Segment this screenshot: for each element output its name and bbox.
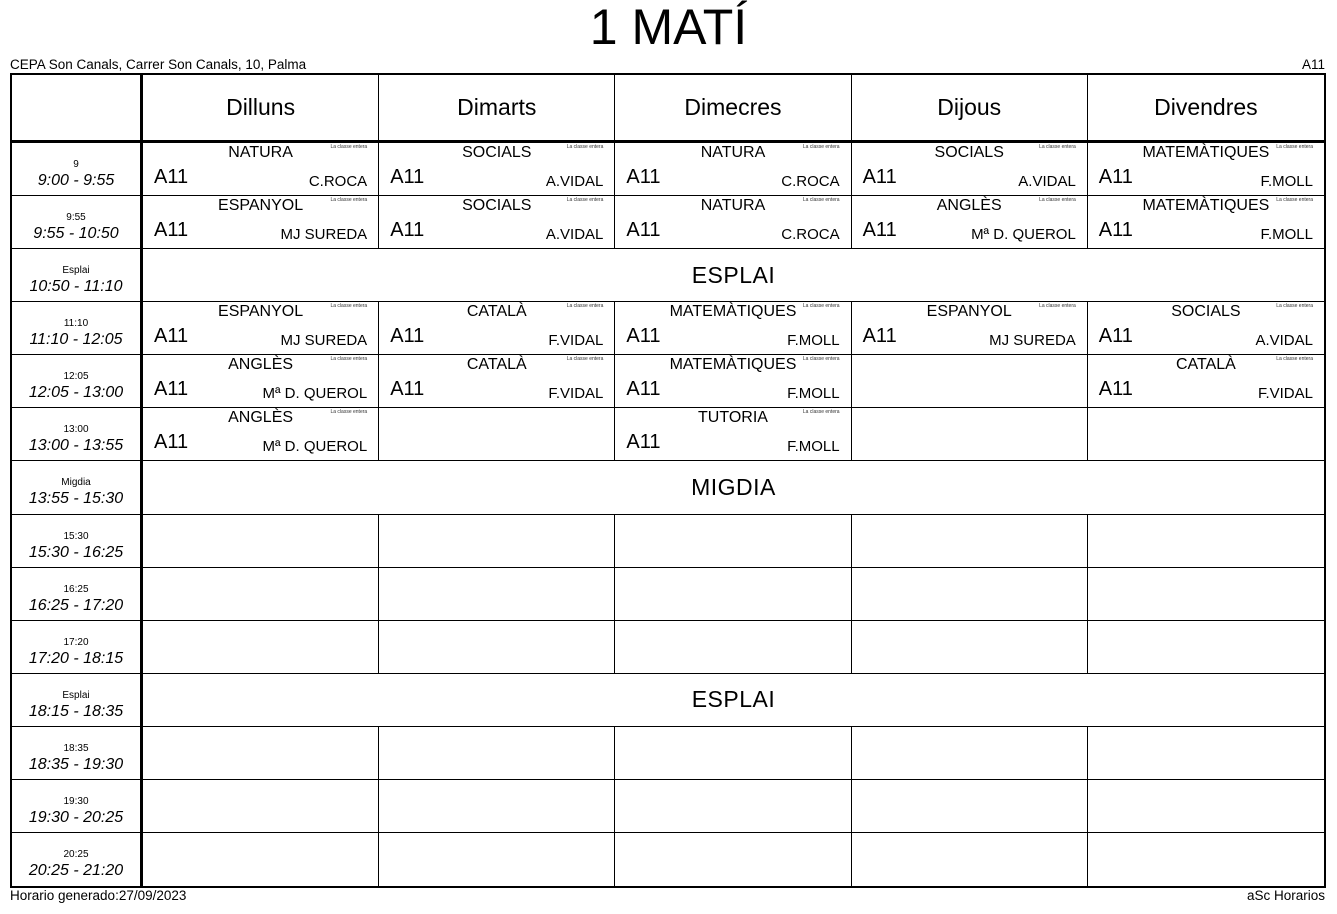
day-header: Divendres	[1088, 75, 1324, 143]
period-range: 15:30 - 16:25	[28, 543, 124, 561]
empty-cell	[615, 568, 851, 621]
lesson-subject: SOCIALS	[934, 144, 1004, 161]
period-label: 12:05	[63, 371, 89, 383]
period-time-cell	[12, 143, 143, 196]
period-range: 17:20 - 18:15	[28, 649, 124, 667]
empty-cell	[852, 727, 1088, 780]
lesson-cell	[852, 302, 1088, 355]
lesson-subject: SOCIALS	[462, 197, 532, 215]
period-range: 13:55 - 15:30	[28, 490, 124, 508]
lesson-room: A11	[154, 219, 189, 242]
lesson-teacher: Mª D. QUEROL	[262, 385, 368, 403]
lesson-note: La classe entera	[566, 356, 604, 363]
lesson-note: La classe entera	[1039, 144, 1076, 150]
lesson-subject: ESPANYOL	[218, 197, 304, 215]
lesson-note: La classe entera	[330, 144, 368, 150]
empty-cell	[143, 833, 379, 886]
lesson-teacher: C.ROCA	[308, 173, 368, 190]
empty-cell	[1088, 568, 1324, 621]
period-label: 11:10	[63, 318, 89, 330]
lesson-note: La classe entera	[802, 409, 840, 416]
empty-cell	[852, 355, 1088, 408]
lesson-note: La classe entera	[1276, 356, 1313, 363]
period-time-cell	[12, 249, 143, 302]
lesson-note: La classe entera	[330, 197, 368, 204]
period-time-cell	[12, 674, 143, 727]
empty-cell	[379, 621, 615, 674]
lesson-teacher: Mª D. QUEROL	[971, 226, 1076, 244]
school-name: CEPA Son Canals, Carrer Son Canals, 10, Palma	[10, 57, 307, 72]
lesson-subject: MATEMÀTIQUES	[1142, 144, 1270, 161]
empty-cell	[615, 727, 851, 780]
period-label: 9:55	[66, 212, 86, 224]
empty-cell	[1088, 727, 1324, 780]
lesson-cell	[379, 196, 615, 249]
lesson-teacher: A.VIDAL	[1255, 332, 1313, 350]
empty-cell	[852, 568, 1088, 621]
corner-cell	[12, 75, 143, 143]
period-time-cell	[12, 568, 143, 621]
period-time-cell	[12, 408, 143, 461]
lesson-note: La classe entera	[802, 144, 840, 150]
day-header: Dimarts	[379, 75, 615, 143]
period-label: 17:20	[63, 636, 89, 648]
empty-cell	[615, 621, 851, 674]
lesson-room: A11	[154, 325, 189, 348]
lesson-room: A11	[390, 378, 425, 401]
lesson-cell	[143, 196, 379, 249]
lesson-teacher: A.VIDAL	[1018, 173, 1076, 190]
period-time-cell	[12, 833, 143, 886]
empty-cell	[143, 780, 379, 833]
lesson-teacher: C.ROCA	[781, 226, 840, 244]
lesson-cell	[143, 302, 379, 355]
lesson-note: La classe entera	[1276, 144, 1313, 150]
empty-cell	[852, 833, 1088, 886]
lesson-cell	[615, 196, 851, 249]
empty-cell	[1088, 621, 1324, 674]
lesson-note: La classe entera	[330, 409, 368, 416]
period-range: 10:50 - 11:10	[29, 278, 123, 296]
lesson-subject: NATURA	[228, 144, 293, 161]
lesson-teacher: F.MOLL	[787, 438, 840, 456]
empty-cell	[1088, 408, 1324, 461]
lesson-teacher: F.VIDAL	[548, 385, 604, 403]
empty-cell	[379, 408, 615, 461]
period-time-cell	[12, 461, 143, 514]
lesson-cell	[1088, 196, 1324, 249]
empty-cell	[379, 568, 615, 621]
period-label: Esplai	[62, 265, 90, 277]
period-label: Esplai	[62, 689, 90, 701]
break-banner: ESPLAI	[143, 674, 1324, 727]
period-time-cell	[12, 355, 143, 408]
empty-cell	[1088, 780, 1324, 833]
lesson-room: A11	[1098, 219, 1133, 242]
lesson-cell	[1088, 302, 1324, 355]
lesson-cell	[852, 143, 1088, 196]
period-range: 12:05 - 13:00	[28, 384, 124, 402]
lesson-note: La classe entera	[802, 197, 840, 204]
lesson-subject: MATEMÀTIQUES	[669, 303, 797, 321]
lesson-room: A11	[862, 325, 897, 348]
lesson-note: La classe entera	[330, 303, 368, 310]
lesson-teacher: C.ROCA	[781, 173, 840, 190]
period-time-cell	[12, 302, 143, 355]
lesson-teacher: F.MOLL	[787, 385, 840, 403]
lesson-cell	[379, 355, 615, 408]
empty-cell	[615, 780, 851, 833]
break-banner: MIGDIA	[143, 461, 1324, 514]
lesson-room: A11	[626, 325, 661, 348]
page-title: 1 MATÍ	[589, 0, 748, 55]
lesson-room: A11	[154, 166, 189, 188]
period-range: 11:10 - 12:05	[29, 331, 123, 349]
period-time-cell	[12, 727, 143, 780]
lesson-teacher: F.VIDAL	[548, 332, 604, 350]
period-label: 20:25	[63, 848, 89, 860]
period-range: 9:55 - 10:50	[33, 225, 119, 243]
lesson-room: A11	[626, 431, 661, 454]
lesson-teacher: Mª D. QUEROL	[262, 438, 368, 456]
lesson-subject: MATEMÀTIQUES	[669, 356, 797, 374]
lesson-subject: SOCIALS	[462, 144, 532, 161]
period-range: 13:00 - 13:55	[28, 437, 124, 455]
period-range: 18:35 - 19:30	[28, 755, 124, 773]
empty-cell	[379, 780, 615, 833]
lesson-subject: ANGLÈS	[936, 197, 1002, 215]
lesson-cell	[615, 408, 851, 461]
period-label: 18:35	[63, 742, 89, 754]
period-time-cell	[12, 515, 143, 568]
lesson-note: La classe entera	[566, 197, 604, 204]
lesson-room: A11	[390, 219, 425, 242]
empty-cell	[379, 833, 615, 886]
lesson-cell	[852, 196, 1088, 249]
lesson-subject: ANGLÈS	[228, 409, 294, 427]
period-range: 18:15 - 18:35	[28, 702, 124, 720]
period-label: 19:30	[63, 795, 89, 807]
lesson-note: La classe entera	[566, 303, 604, 310]
period-time-cell	[12, 621, 143, 674]
empty-cell	[379, 727, 615, 780]
empty-cell	[852, 780, 1088, 833]
lesson-subject: CATALÀ	[466, 356, 527, 374]
lesson-room: A11	[626, 219, 661, 242]
lesson-note: La classe entera	[1276, 303, 1313, 310]
lesson-subject: NATURA	[700, 197, 766, 215]
lesson-teacher: MJ SUREDA	[280, 332, 368, 350]
period-label: 9	[73, 159, 79, 170]
lesson-room: A11	[862, 166, 897, 188]
lesson-room: A11	[1098, 166, 1133, 188]
lesson-note: La classe entera	[330, 356, 368, 363]
break-banner: ESPLAI	[143, 249, 1324, 302]
lesson-note: La classe entera	[1039, 303, 1076, 310]
lesson-note: La classe entera	[566, 144, 604, 150]
day-header: Dilluns	[143, 75, 379, 143]
empty-cell	[1088, 833, 1324, 886]
period-time-cell	[12, 780, 143, 833]
period-range: 9:00 - 9:55	[37, 172, 115, 189]
lesson-teacher: MJ SUREDA	[280, 226, 368, 244]
lesson-subject: NATURA	[700, 144, 766, 161]
period-label: Migdia	[61, 477, 91, 489]
group-code: A11	[1301, 57, 1325, 72]
lesson-room: A11	[1098, 325, 1133, 348]
lesson-cell	[143, 143, 379, 196]
lesson-note: La classe entera	[802, 356, 840, 363]
empty-cell	[1088, 515, 1324, 568]
lesson-room: A11	[862, 219, 897, 242]
lesson-room: A11	[1098, 378, 1133, 401]
lesson-cell	[143, 355, 379, 408]
lesson-subject: MATEMÀTIQUES	[1142, 197, 1270, 215]
empty-cell	[615, 515, 851, 568]
lesson-subject: ESPANYOL	[926, 303, 1012, 321]
lesson-subject: TUTORIA	[698, 409, 768, 427]
empty-cell	[143, 621, 379, 674]
day-header: Dijous	[852, 75, 1088, 143]
lesson-cell	[379, 143, 615, 196]
lesson-teacher: F.MOLL	[787, 332, 840, 350]
period-time-cell	[12, 196, 143, 249]
empty-cell	[143, 727, 379, 780]
empty-cell	[143, 568, 379, 621]
lesson-room: A11	[154, 431, 189, 454]
lesson-subject: ANGLÈS	[228, 356, 294, 374]
empty-cell	[615, 833, 851, 886]
lesson-cell	[1088, 355, 1324, 408]
lesson-subject: ESPANYOL	[218, 303, 304, 321]
lesson-room: A11	[626, 378, 661, 401]
period-label: 16:25	[63, 583, 89, 595]
lesson-cell	[1088, 143, 1324, 196]
period-range: 19:30 - 20:25	[28, 808, 124, 826]
lesson-subject: CATALÀ	[466, 303, 527, 321]
lesson-note: La classe entera	[1276, 197, 1313, 204]
lesson-teacher: F.MOLL	[1260, 173, 1313, 190]
day-header: Dimecres	[615, 75, 851, 143]
lesson-note: La classe entera	[1039, 197, 1076, 204]
lesson-cell	[615, 302, 851, 355]
period-range: 16:25 - 17:20	[28, 596, 124, 614]
lesson-teacher: F.MOLL	[1260, 226, 1313, 244]
period-label: 13:00	[63, 424, 89, 436]
lesson-room: A11	[626, 166, 661, 188]
lesson-subject: CATALÀ	[1175, 356, 1236, 374]
lesson-subject: SOCIALS	[1171, 303, 1241, 321]
lesson-cell	[615, 355, 851, 408]
generated-date: Horario generado:27/09/2023	[10, 888, 187, 903]
lesson-room: A11	[154, 378, 189, 401]
lesson-teacher: A.VIDAL	[545, 173, 604, 190]
lesson-cell	[615, 143, 851, 196]
lesson-teacher: F.VIDAL	[1257, 385, 1313, 403]
period-range: 20:25 - 21:20	[28, 861, 124, 879]
empty-cell	[852, 515, 1088, 568]
lesson-teacher: MJ SUREDA	[989, 332, 1076, 350]
empty-cell	[379, 515, 615, 568]
lesson-teacher: A.VIDAL	[545, 226, 604, 244]
period-label: 15:30	[63, 530, 89, 542]
timetable-grid	[10, 73, 1326, 888]
lesson-cell	[143, 408, 379, 461]
empty-cell	[852, 408, 1088, 461]
lesson-room: A11	[390, 166, 425, 188]
lesson-note: La classe entera	[802, 303, 840, 310]
lesson-room: A11	[390, 325, 425, 348]
empty-cell	[143, 515, 379, 568]
software-credit: aSc Horarios	[1246, 888, 1325, 903]
lesson-cell	[379, 302, 615, 355]
empty-cell	[852, 621, 1088, 674]
